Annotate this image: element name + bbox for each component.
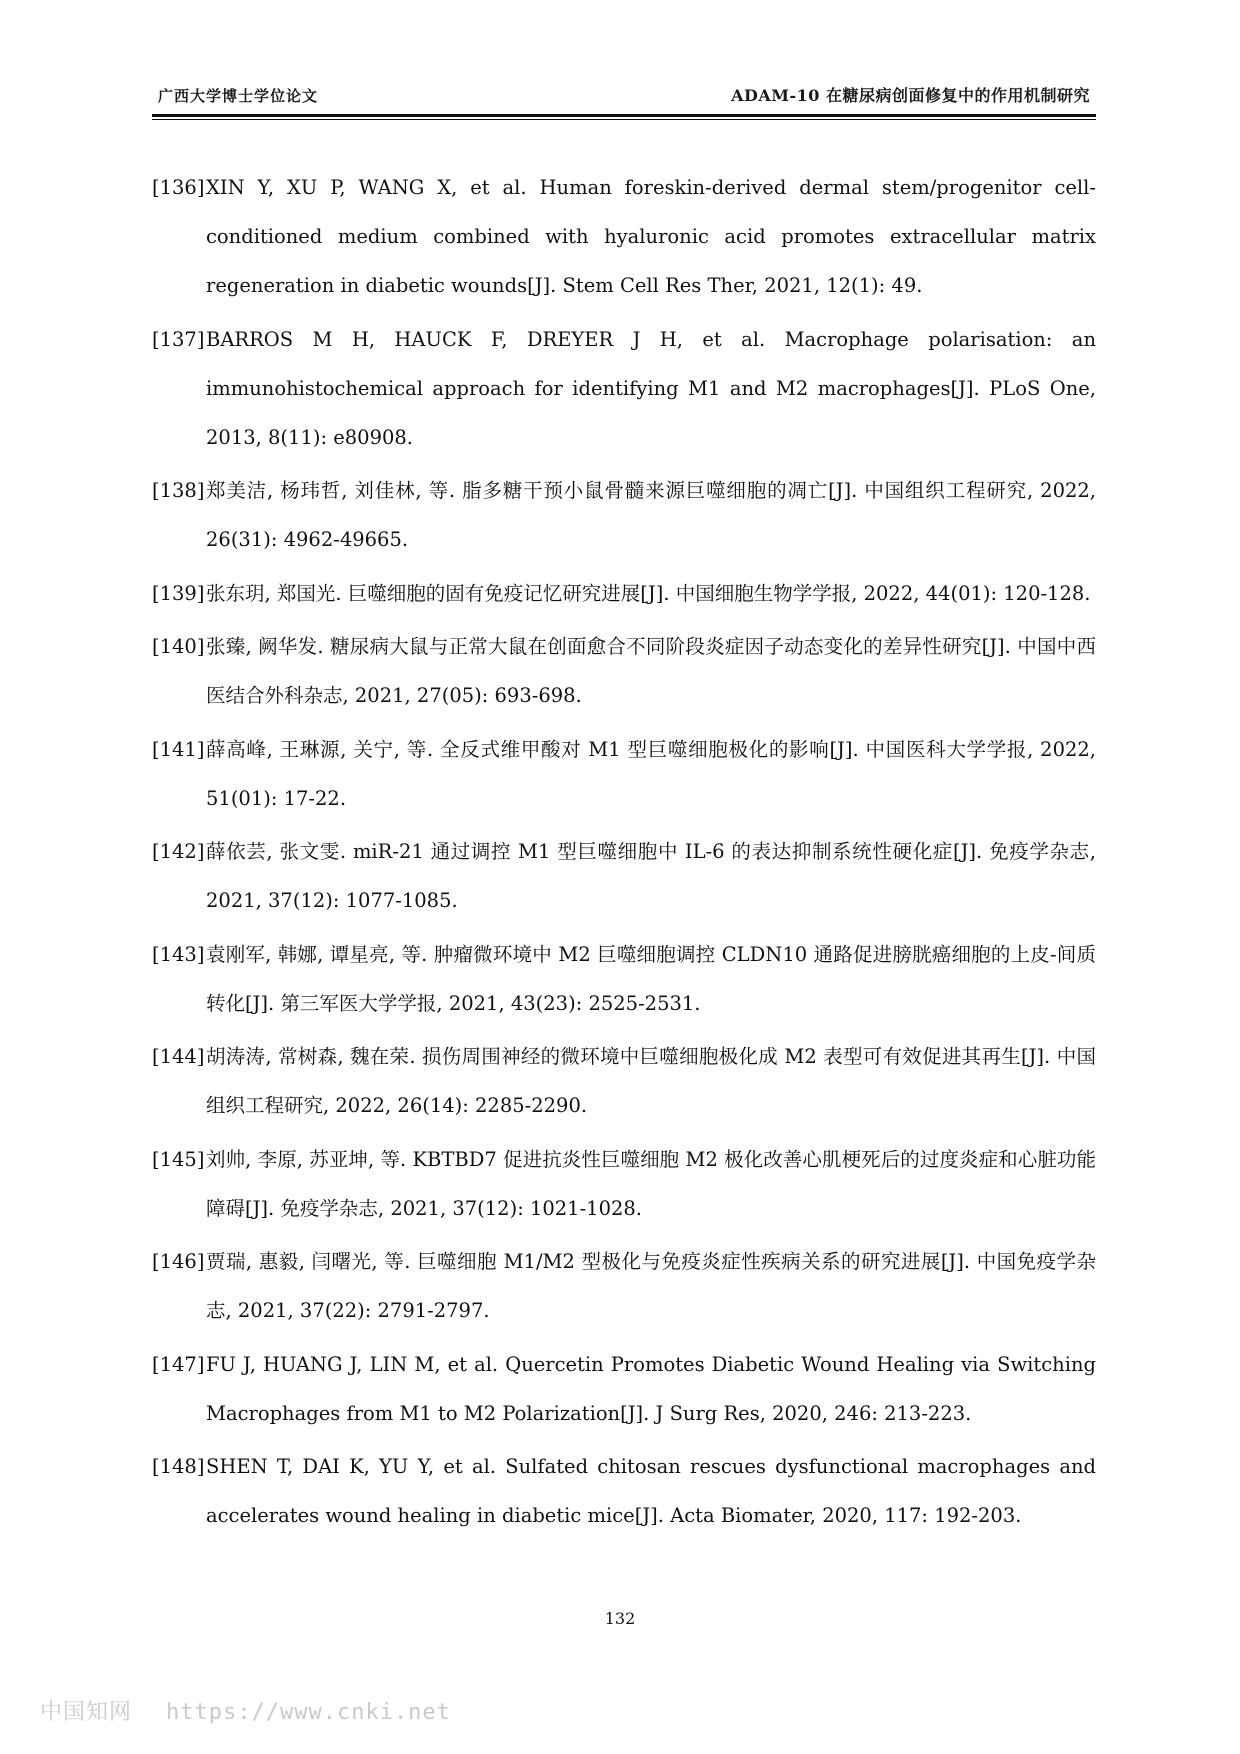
reference-number: [143] [152,942,205,966]
reference-entry [152,725,1096,823]
page-header [152,86,1096,112]
reference-entry [152,622,1096,720]
reference-entry [152,827,1096,925]
reference-number: [147] [152,1352,205,1376]
reference-entry [152,1032,1096,1130]
reference-number: [145] [152,1147,205,1171]
reference-text: 张臻, 阙华发. 糖尿病大鼠与正常大鼠在创面愈合不同阶段炎症因子动态变化的差异性研究[J]. 中国中西医结合外科杂志, 2021, 27(05): 693-698. [206,635,1096,707]
reference-number: [139] [152,581,205,605]
reference-number: [136] [152,176,205,199]
reference-number: [141] [152,737,205,761]
reference-text: SHEN T, DAI K, YU Y, et al. Sulfated chitosan rescues dysfunctional macrophages and accelerates wound healing in diabetic mice[J]. Acta Biomater, 2020, 117: 192-203. [206,1455,1096,1527]
header-dissertation-topic: ADAM-10 在糖尿病创面修复中的作用机制研究 [731,86,1090,105]
reference-entry [152,569,1096,618]
reference-text: 贾瑞, 惠毅, 闫曙光, 等. 巨噬细胞 M1/M2 型极化与免疫炎症性疾病关系的研究进展[J]. 中国免疫学杂志, 2021, 37(22): 2791-2797. [206,1250,1096,1322]
reference-number: [146] [152,1250,205,1273]
reference-entry [152,1135,1096,1233]
reference-entry [152,315,1096,462]
reference-number: [142] [152,840,205,863]
reference-text: 薛依芸, 张文雯. miR-21 通过调控 M1 型巨噬细胞中 IL-6 的表达抑制系统性硬化症[J]. 免疫学杂志, 2021, 37(12): 1077-1085. [206,840,1096,912]
reference-text: 胡涛涛, 常树森, 魏在荣. 损伤周围神经的微环境中巨噬细胞极化成 M2 表型可有效促进其再生[J]. 中国组织工程研究, 2022, 26(14): 2285-2290. [206,1045,1096,1117]
page-number: 132 [604,1609,636,1628]
reference-entry [152,1340,1096,1438]
reference-text: 袁刚军, 韩娜, 谭星亮, 等. 肿瘤微环境中 M2 巨噬细胞调控 CLDN10 通路促进膀胱癌细胞的上皮-间质转化[J]. 第三军医大学学报, 2021, 43(23): 2525-2531. [206,942,1096,1015]
reference-entry [152,1237,1096,1335]
reference-entry [152,930,1096,1028]
reference-entry [152,466,1096,564]
reference-list [152,163,1096,1545]
header-rule [152,114,1096,117]
reference-text: 张东玥, 郑国光. 巨噬细胞的固有免疫记忆研究进展[J]. 中国细胞生物学学报, 2022, 44(01): 120-128. [206,581,1091,605]
header-thesis-title: 广西大学博士学位论文 [158,87,319,105]
reference-number: [140] [152,635,205,658]
reference-text: BARROS M H, HAUCK F, DREYER J H, et al. Macrophage polarisation: an immunohistochemical approach for identifying M1 and M2 macrophages[J]. PLoS One, 2013, 8(11): e80908. [206,327,1096,449]
header-rule-secondary [152,119,1096,120]
reference-entry [152,163,1096,310]
reference-entry [152,1442,1096,1540]
cnki-watermark [40,1695,451,1726]
reference-number: [148] [152,1455,205,1478]
reference-text: 刘帅, 李原, 苏亚坤, 等. KBTBD7 促进抗炎性巨噬细胞 M2 极化改善心肌梗死后的过度炎症和心脏功能障碍[J]. 免疫学杂志, 2021, 37(12): 1021-1028. [206,1147,1096,1220]
reference-text: FU J, HUANG J, LIN M, et al. Quercetin Promotes Diabetic Wound Healing via Switching Macrophages from M1 to M2 Polarization[J]. J Surg Res, 2020, 246: 213-223. [206,1352,1096,1425]
reference-text: 薛高峰, 王琳源, 关宁, 等. 全反式维甲酸对 M1 型巨噬细胞极化的影响[J]. 中国医科大学学报, 2022, 51(01): 17-22. [206,737,1096,810]
reference-text: 郑美洁, 杨玮哲, 刘佳林, 等. 脂多糖干预小鼠骨髓来源巨噬细胞的凋亡[J]. 中国组织工程研究, 2022, 26(31): 4962-49665. [206,479,1096,551]
watermark-logo: 中国知网 [40,1700,133,1725]
reference-text: XIN Y, XU P, WANG X, et al. Human foreskin-derived dermal stem/progenitor cell-conditioned medium combined with hyaluronic acid promotes extracellular matrix regeneration in diabetic wounds[J]. Stem Cell Res Ther, 2021, 12(1): 49. [206,176,1096,297]
watermark-url: https://www.cnki.net [166,1700,451,1725]
reference-number: [137] [152,327,205,351]
reference-number: [144] [152,1045,205,1068]
reference-number: [138] [152,479,205,502]
